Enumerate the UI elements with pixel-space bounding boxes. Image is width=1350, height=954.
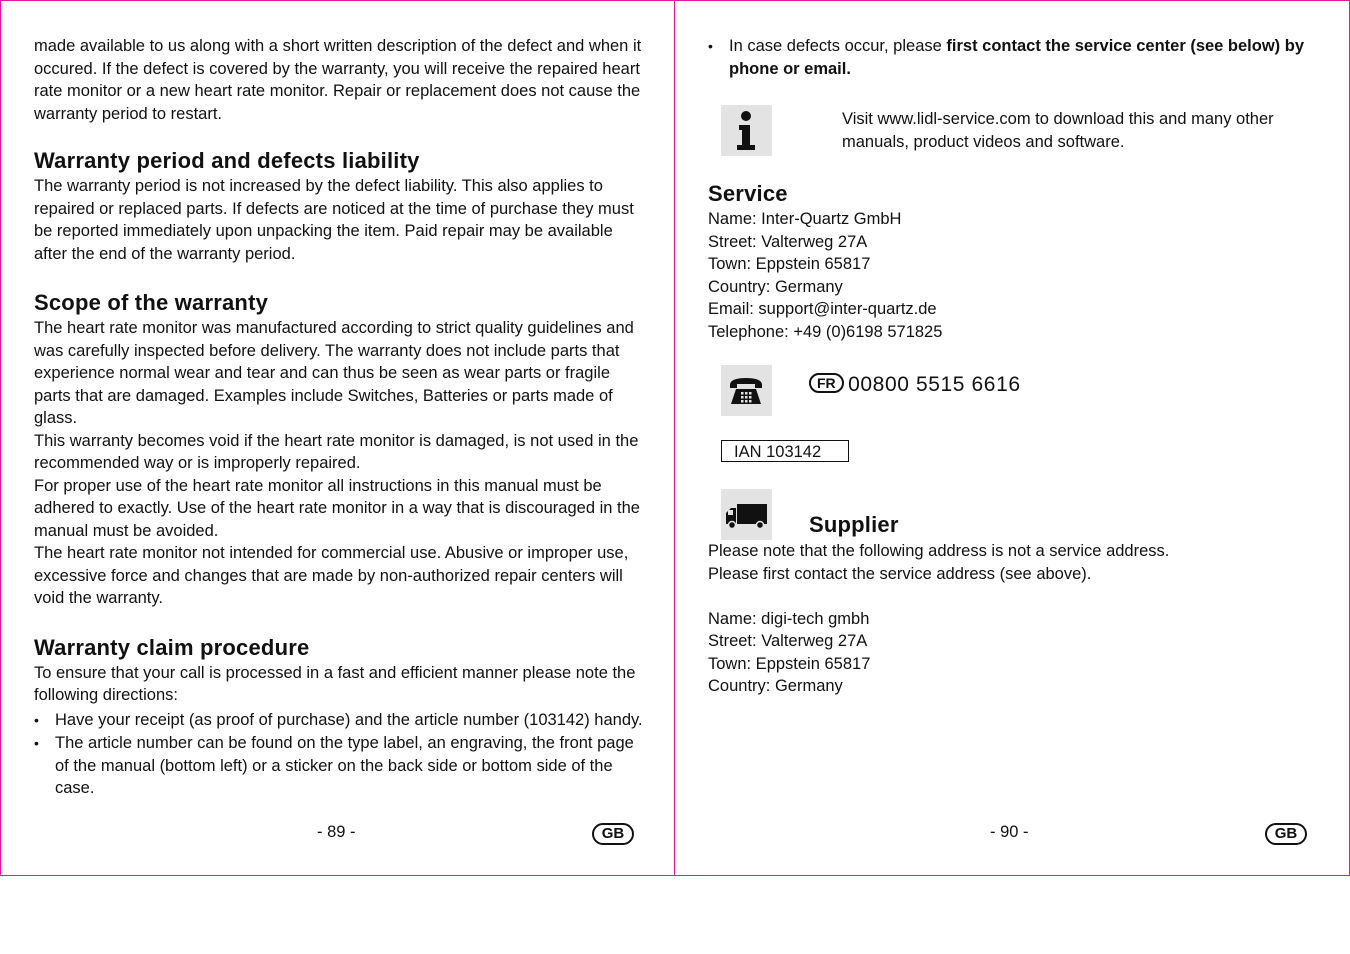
- country-badge: FR: [809, 373, 844, 393]
- supplier-street: Street: Valterweg 27A: [708, 632, 868, 650]
- truck-icon: [721, 489, 772, 540]
- right-page: [674, 0, 1350, 876]
- supplier-note: Please note that the following address is not a service address.: [708, 542, 1170, 560]
- supplier-note: Please first contact the service address (see above).: [708, 564, 1092, 583]
- section-paragraph: For proper use of the heart rate monitor all instructions in this manual must be adhered to exactly. Use of the heart rate monitor in a way that is discouraged in the manual must be avoided.: [34, 476, 640, 540]
- section-heading-warranty-period: Warranty period and defects liability: [34, 148, 420, 173]
- section-paragraph: The heart rate monitor not intended for commercial use. Abusive or improper use, excessive force and changes that are made by non-authorized repair centers will void the warranty.: [34, 544, 629, 607]
- contact-bullet-list: [708, 35, 1318, 80]
- supplier-town: Town: Eppstein 65817: [708, 654, 871, 673]
- page-number: - 90 -: [990, 823, 1029, 841]
- bullet-text: In case defects occur, please: [729, 37, 947, 55]
- info-icon: [721, 105, 772, 156]
- service-email: Email: support@inter-quartz.de: [708, 300, 937, 318]
- section-paragraph: The heart rate monitor was manufactured according to strict quality guidelines and was carefully inspected before delivery. The warranty does not include parts that experience normal wear and tear and can thus be seen as wear parts or fragile parts that are damaged. Examples include Switches, Batteries or parts made of glass.: [34, 319, 634, 427]
- ian-box: IAN 103142: [721, 440, 849, 462]
- intro-paragraph: made available to us along with a short written description of the defect and when it occured. If the defect is covered by the warranty, you will receive the repaired heart rate monitor or a new heart rate monitor. Repair or replacement does not cause the warranty period to restart.: [34, 37, 642, 123]
- list-item: • Have your receipt (as proof of purchase) and the article number (103142) handy.: [34, 709, 644, 732]
- hotline: [809, 373, 1021, 397]
- info-text: Visit www.lidl-service.com to download this and many other manuals, product videos and software.: [842, 110, 1274, 151]
- right-page-content: [708, 35, 1318, 815]
- list-item: [708, 35, 1318, 80]
- section-paragraph: This warranty becomes void if the heart rate monitor is damaged, is not used in the recommended way or is improperly repaired.: [34, 431, 639, 472]
- supplier-name: Name: digi-tech gmbh: [708, 609, 870, 628]
- supplier-country: Country: Germany: [708, 677, 843, 695]
- service-heading: Service: [708, 181, 788, 206]
- list-item: • The article number can be found on the type label, an engraving, the front page of the manual (bottom left) or a sticker on the back side or bottom side of the case.: [34, 732, 644, 800]
- section-paragraph: To ensure that your call is processed in a fast and efficient manner please note the following directions:: [34, 663, 636, 704]
- supplier-section: [708, 540, 1318, 698]
- section-paragraph: The warranty period is not increased by the defect liability. This also applies to repaired or replaced parts. If defects are noticed at the time of purchase they must be reported immediately upon unpacking the item. Paid repair may be available after the end of the warranty period.: [34, 177, 634, 263]
- page-number: - 89 -: [317, 823, 356, 841]
- service-street: Street: Valterweg 27A: [708, 232, 868, 251]
- claim-bullet-list: [34, 709, 644, 800]
- service-address: [708, 208, 942, 343]
- section-heading-scope: Scope of the warranty: [34, 290, 269, 315]
- section-heading-claim-procedure: Warranty claim procedure: [34, 634, 310, 660]
- telephone-icon: [721, 365, 772, 416]
- language-badge: GB: [1265, 823, 1307, 845]
- language-badge: GB: [592, 823, 634, 845]
- left-page-content: [34, 35, 644, 801]
- bullet-bold-text: first contact the service center (see below) by phone or email.: [729, 37, 1305, 78]
- left-page: [0, 0, 675, 876]
- supplier-heading: Supplier: [809, 512, 899, 537]
- service-name: Name: Inter-Quartz GmbH: [708, 210, 902, 228]
- hotline-number: 00800 5515 6616: [848, 373, 1021, 396]
- service-town: Town: Eppstein 65817: [708, 255, 871, 273]
- service-country: Country: Germany: [708, 277, 843, 296]
- service-telephone: Telephone: +49 (0)6198 571825: [708, 322, 943, 341]
